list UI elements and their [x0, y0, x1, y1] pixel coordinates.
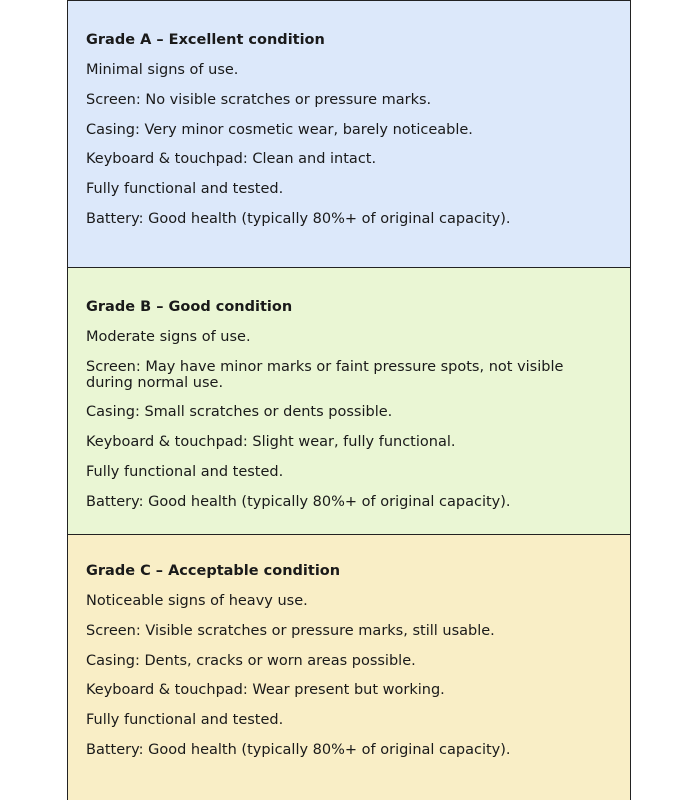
grade-b-title: Grade B – Good condition — [86, 299, 293, 315]
grade-a-line-6: Battery: Good health (typically 80%+ of original capacity). — [86, 211, 511, 227]
grade-c-line-6: Battery: Good health (typically 80%+ of original capacity). — [86, 742, 511, 758]
grade-a-line-4: Keyboard & touchpad: Clean and intact. — [86, 151, 377, 167]
grade-c-line-3: Casing: Dents, cracks or worn areas possible. — [86, 653, 416, 669]
grade-b-panel — [67, 267, 631, 535]
grade-a-line-2: Screen: No visible scratches or pressure marks. — [86, 92, 432, 108]
grade-a-title: Grade A – Excellent condition — [86, 32, 325, 48]
grade-a-line-3: Casing: Very minor cosmetic wear, barely noticeable. — [86, 122, 473, 138]
grade-b-line-4: Keyboard & touchpad: Slight wear, fully functional. — [86, 434, 456, 450]
grade-b-line-6: Battery: Good health (typically 80%+ of original capacity). — [86, 494, 511, 510]
grade-c-line-1: Noticeable signs of heavy use. — [86, 593, 308, 609]
grade-a-line-1: Minimal signs of use. — [86, 62, 239, 78]
grade-c-title: Grade C – Acceptable condition — [86, 563, 341, 579]
grade-c-panel — [67, 534, 631, 800]
grade-b-line-3: Casing: Small scratches or dents possible. — [86, 404, 393, 420]
grade-c-line-5: Fully functional and tested. — [86, 712, 284, 728]
grade-a-panel — [67, 0, 631, 268]
grade-c-line-2: Screen: Visible scratches or pressure marks, still usable. — [86, 623, 495, 639]
grade-b-line-1: Moderate signs of use. — [86, 329, 251, 345]
grade-b-line-2: Screen: May have minor marks or faint pressure spots, not visible during normal use. — [86, 359, 564, 391]
grade-c-line-4: Keyboard & touchpad: Wear present but working. — [86, 682, 445, 698]
grade-b-line-5: Fully functional and tested. — [86, 464, 284, 480]
grade-a-line-5: Fully functional and tested. — [86, 181, 284, 197]
